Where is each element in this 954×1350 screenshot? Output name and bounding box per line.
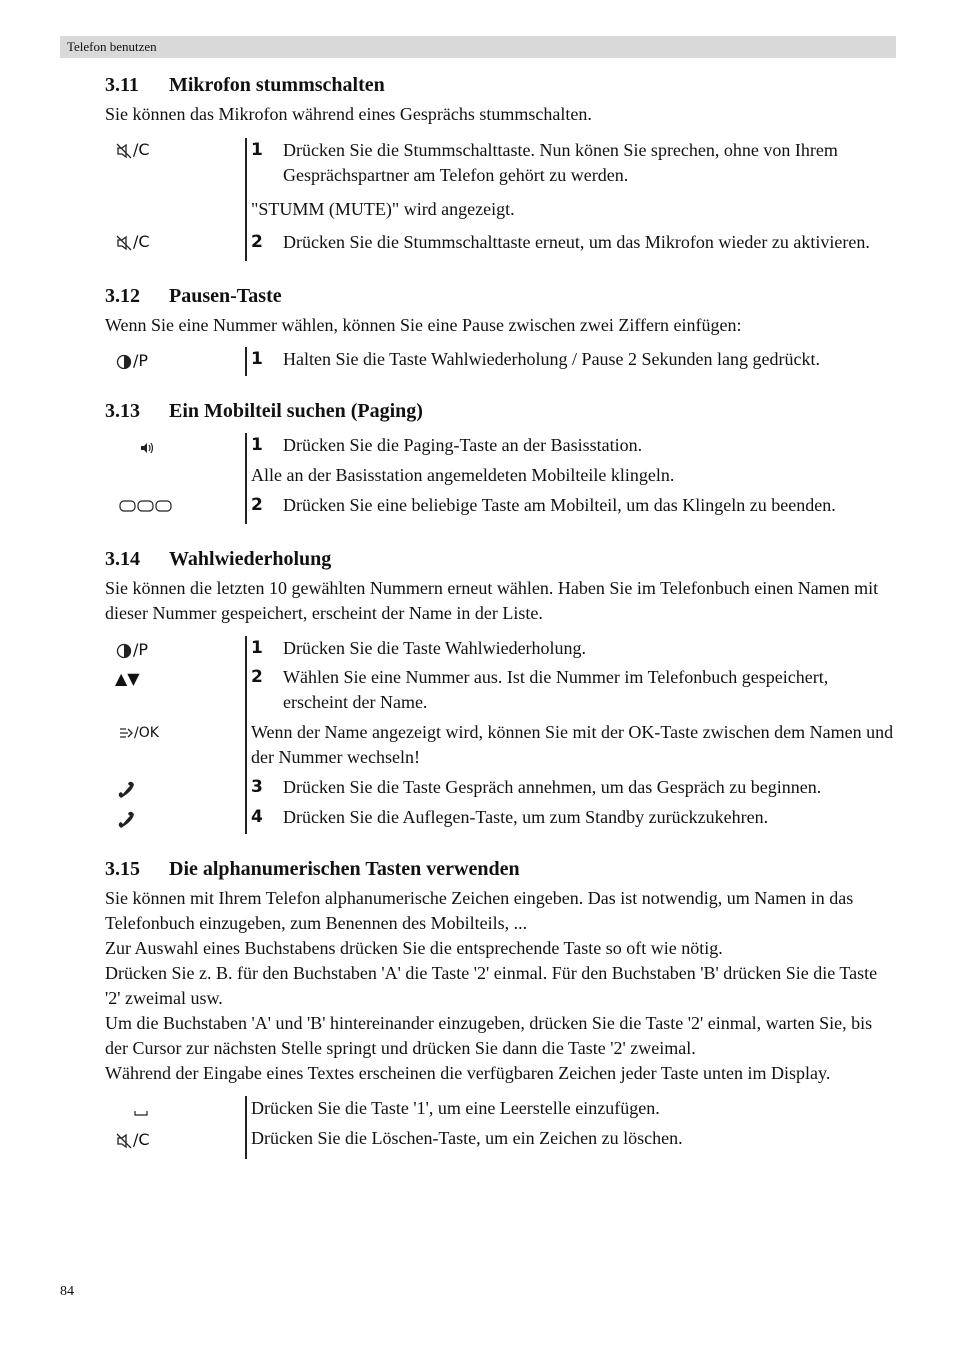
mute-c-key-icon: /C	[115, 230, 175, 254]
mute-c-key-icon: /C	[115, 1128, 175, 1152]
handset-icon	[116, 807, 176, 831]
step-note: "STUMM (MUTE)" wird angezeigt.	[251, 199, 515, 219]
step-note: /OK Wenn der Name angezeigt wird, können Sie mit der OK-Taste zwischen dem Namen und der Nummer wechseln!	[251, 720, 897, 770]
step-note: /C Drücken Sie die Löschen-Taste, um ein Zeichen zu löschen.	[251, 1126, 897, 1151]
any-key-icon	[119, 493, 179, 517]
redial-pause-key-icon: /P	[115, 349, 175, 373]
step-list	[133, 347, 897, 376]
step-item: /P 1 Drücken Sie die Taste Wahlwiederholung.	[251, 636, 897, 661]
page-content	[105, 68, 897, 1159]
step-note: Drücken Sie die Taste '1', um eine Leerstelle einzufügen.	[251, 1096, 897, 1121]
body-paragraph: Drücken Sie z. B. für den Buchstaben 'A' die Taste '2' einmal. Für den Buchstaben 'B' drücken Sie die Taste '2' zweimal usw.	[105, 963, 878, 1008]
redial-pause-key-icon: /P	[115, 638, 175, 662]
section-title-3-15: 3.15 Die alphanumerischen Tasten verwenden	[105, 858, 520, 880]
body-paragraph: Zur Auswahl eines Buchstabens drücken Sie die entsprechende Taste so oft wie nötig.	[105, 938, 723, 958]
menu-ok-key-icon: /OK	[118, 721, 178, 745]
space-bar-icon	[133, 1098, 193, 1122]
step-note: Alle an der Basisstation angemeldeten Mobilteile klingeln.	[251, 465, 675, 485]
body-paragraph: Um die Buchstaben 'A' und 'B' hintereinander einzugeben, drücken Sie die Taste '2' einmal, warten Sie, bis der Cursor zur nächsten Stelle springt und drücken Sie dann die Taste '2' zweimal.	[105, 1013, 873, 1058]
section-intro: Sie können das Mikrofon während eines Gesprächs stummschalten.	[105, 104, 592, 124]
mute-c-key-icon: /C	[115, 138, 175, 162]
section-intro: Wenn Sie eine Nummer wählen, können Sie eine Pause zwischen zwei Ziffern einfügen:	[105, 315, 742, 335]
page-number: 84	[60, 1284, 74, 1299]
body-paragraph: Sie können mit Ihrem Telefon alphanumerische Zeichen eingeben. Das ist notwendig, um Namen in das Telefonbuch einzugeben, zum Benennen des Mobilteils, ...	[105, 888, 854, 933]
step-item: 4 Drücken Sie die Auflegen-Taste, um zum Standby zurückzukehren.	[251, 805, 897, 834]
step-list	[133, 1096, 897, 1159]
step-item: /C 1 Drücken Sie die Stummschalttaste. Nun könen Sie sprechen, ohne von Ihrem Gesprächspartner am Telefon gehört zu werden.	[251, 138, 897, 188]
step-list	[115, 636, 897, 834]
up-down-arrows-icon: ▲▼	[115, 669, 140, 688]
paging-sound-icon	[139, 435, 199, 459]
running-header	[60, 36, 896, 58]
step-item: 3 Drücken Sie die Taste Gespräch annehmen, um das Gespräch zu beginnen.	[251, 775, 897, 800]
step-list	[245, 433, 897, 524]
step-item: 2 Drücken Sie eine beliebige Taste am Mobilteil, um das Klingeln zu beenden.	[251, 493, 897, 524]
section-title-3-12: 3.12 Pausen-Taste	[105, 285, 282, 307]
section-title-3-11: 3.11 Mikrofon stummschalten	[105, 74, 385, 96]
step-list	[133, 138, 897, 261]
section-intro: Sie können die letzten 10 gewählten Nummern erneut wählen. Haben Sie im Telefonbuch einen Namen mit dieser Nummer gespeichert, erscheint der Name in der Liste.	[105, 578, 879, 623]
handset-icon	[116, 777, 176, 801]
running-title: Telefon benutzen	[67, 39, 157, 54]
step-item: 1 Drücken Sie die Paging-Taste an der Basisstation.	[251, 433, 897, 458]
section-title-3-13: 3.13 Ein Mobilteil suchen (Paging)	[105, 400, 423, 422]
body-paragraph: Während der Eingabe eines Textes erscheinen die verfügbaren Zeichen jeder Taste unten im Display.	[105, 1063, 831, 1083]
section-title-3-14: 3.14 Wahlwiederholung	[105, 548, 332, 570]
step-item: /C 2 Drücken Sie die Stummschalttaste erneut, um das Mikrofon wieder zu aktivieren.	[251, 230, 897, 261]
step-item: ▲▼ 2 Wählen Sie eine Nummer aus. Ist die Nummer im Telefonbuch gespeichert, erscheint der Name.	[115, 667, 829, 712]
step-item: /P 1 Halten Sie die Taste Wahlwiederholung / Pause 2 Sekunden lang gedrückt.	[251, 347, 897, 376]
